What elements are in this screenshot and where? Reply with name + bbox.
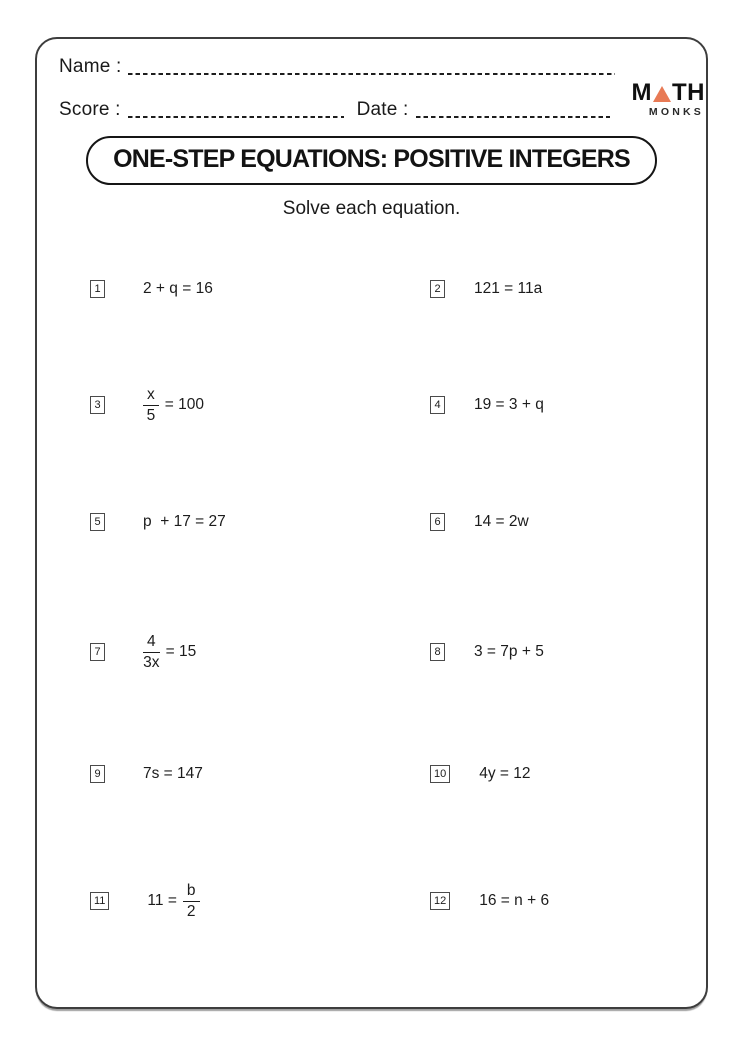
fraction bbox=[143, 386, 159, 424]
problem-3 bbox=[90, 375, 204, 435]
problem-equation: 121 = 11a bbox=[474, 280, 543, 297]
math-monks-logo bbox=[613, 81, 705, 118]
problem-equation: p + 17 = 27 bbox=[143, 513, 226, 530]
equation-lead: 11 = bbox=[147, 892, 177, 909]
score-label: Score : bbox=[59, 99, 121, 120]
logo-letters-th: TH bbox=[672, 79, 705, 106]
problem-row-3 bbox=[37, 492, 706, 552]
name-label: Name : bbox=[59, 56, 122, 77]
problem-6 bbox=[430, 492, 529, 552]
problem-1 bbox=[90, 259, 213, 319]
problem-number-box: 10 bbox=[430, 765, 450, 784]
fraction-denominator: 3x bbox=[143, 653, 160, 671]
problem-row-5 bbox=[37, 744, 706, 804]
problem-number-box: 4 bbox=[430, 396, 445, 415]
problem-2 bbox=[430, 259, 542, 319]
problem-number-box: 2 bbox=[430, 280, 445, 299]
fraction bbox=[183, 882, 200, 920]
problem-number-box: 12 bbox=[430, 892, 450, 911]
problem-10 bbox=[430, 744, 531, 804]
problem-4 bbox=[430, 375, 544, 435]
problem-number-box: 1 bbox=[90, 280, 105, 299]
triangle-up-icon bbox=[653, 86, 671, 102]
problem-equation bbox=[147, 882, 199, 920]
fraction-numerator: x bbox=[143, 386, 159, 405]
problem-equation: 4y = 12 bbox=[479, 765, 531, 782]
fraction-numerator: 4 bbox=[143, 633, 160, 652]
date-blank-line bbox=[416, 116, 611, 118]
problem-number-box: 3 bbox=[90, 396, 105, 415]
problem-equation bbox=[143, 386, 204, 424]
problem-equation: 19 = 3 + q bbox=[474, 396, 544, 413]
problem-5 bbox=[90, 492, 226, 552]
problem-row-6 bbox=[37, 871, 706, 931]
problem-number-box: 11 bbox=[90, 892, 109, 911]
problem-number-box: 6 bbox=[430, 513, 445, 532]
problem-12 bbox=[430, 871, 549, 931]
fraction-denominator: 2 bbox=[186, 902, 196, 920]
problem-7 bbox=[90, 622, 196, 682]
title-section bbox=[37, 136, 706, 185]
header bbox=[37, 39, 706, 121]
problem-number-box: 5 bbox=[90, 513, 105, 532]
fraction-numerator: b bbox=[183, 882, 200, 901]
problem-number-box: 7 bbox=[90, 643, 105, 662]
problem-row-2 bbox=[37, 375, 706, 435]
problem-11 bbox=[90, 871, 200, 931]
fraction bbox=[143, 633, 160, 671]
page-title: ONE-STEP EQUATIONS: POSITIVE INTEGERS bbox=[86, 136, 657, 185]
problem-equation: 2 + q = 16 bbox=[143, 280, 213, 297]
problem-row-4 bbox=[37, 622, 706, 682]
name-row bbox=[59, 56, 615, 78]
logo-word-math bbox=[632, 81, 706, 105]
problem-equation: 14 = 2w bbox=[474, 513, 529, 530]
name-blank-line bbox=[128, 73, 615, 75]
problem-equation: 3 = 7p + 5 bbox=[474, 643, 544, 660]
problem-number-box: 9 bbox=[90, 765, 105, 784]
logo-letter-m: M bbox=[631, 79, 652, 106]
problem-row-1 bbox=[37, 259, 706, 319]
problem-8 bbox=[430, 622, 544, 682]
worksheet-page bbox=[35, 37, 708, 1009]
problem-equation: 7s = 147 bbox=[143, 765, 203, 782]
date-label: Date : bbox=[356, 99, 409, 120]
instruction-text: Solve each equation. bbox=[282, 198, 461, 219]
score-date-row bbox=[59, 99, 610, 121]
problem-9 bbox=[90, 744, 203, 804]
fraction-denominator: 5 bbox=[146, 406, 156, 424]
problem-equation bbox=[143, 633, 196, 671]
equation-rest: = 100 bbox=[164, 396, 204, 413]
problem-number-box: 8 bbox=[430, 643, 445, 662]
logo-word-monks: MONKS bbox=[648, 106, 704, 118]
equation-rest: = 15 bbox=[165, 643, 197, 660]
problem-equation: 16 = n + 6 bbox=[479, 892, 550, 909]
score-blank-line bbox=[128, 116, 344, 118]
